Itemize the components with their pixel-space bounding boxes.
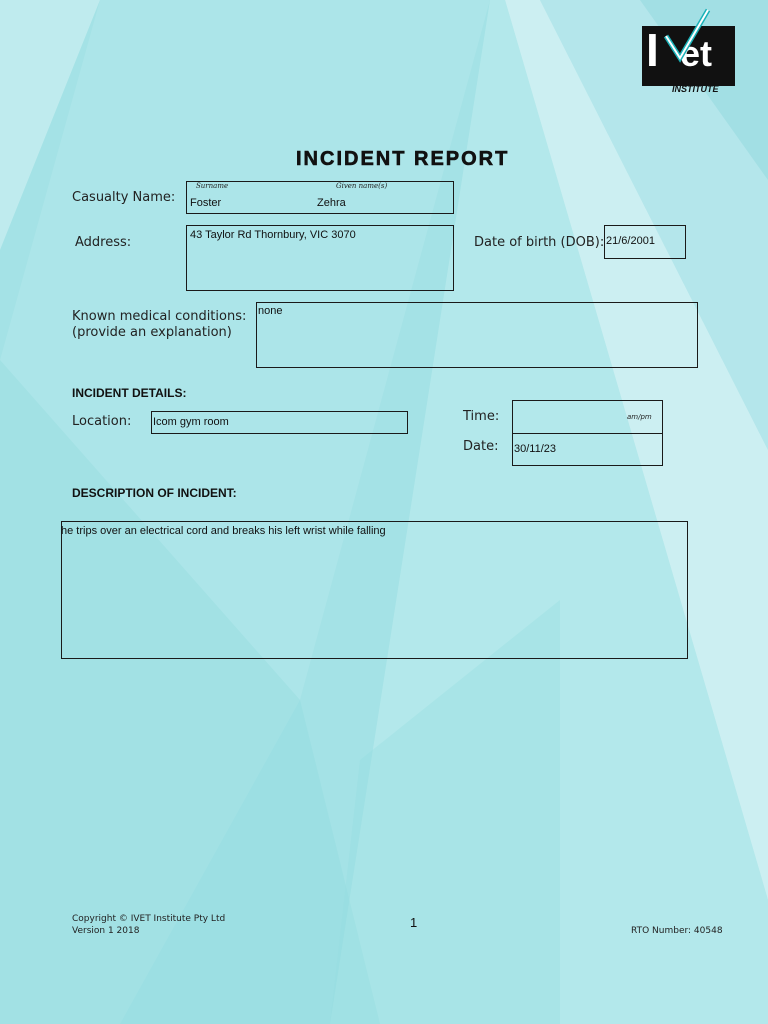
dob-label: Date of birth (DOB):	[474, 235, 605, 250]
logo-subtitle: INSTITUTE	[672, 84, 719, 94]
logo-letters: et	[680, 33, 713, 74]
address-label: Address:	[75, 235, 132, 250]
given-name-caption: Given name(s)	[336, 182, 388, 190]
location-value: Icom gym room	[153, 416, 229, 428]
date-label: Date:	[463, 439, 499, 454]
address-value: 43 Taylor Rd Thornbury, VIC 3070	[190, 229, 356, 241]
medical-label-line2: (provide an explanation)	[72, 325, 232, 340]
casualty-name-label: Casualty Name:	[72, 190, 176, 205]
description-value: he trips over an electrical cord and breaks his left wrist while falling	[61, 525, 386, 537]
medical-conditions-value: none	[258, 305, 283, 317]
page-number: 1	[410, 915, 418, 930]
time-label: Time:	[463, 409, 500, 424]
description-heading: DESCRIPTION OF INCIDENT:	[72, 486, 237, 500]
given-name-value: Zehra	[317, 197, 346, 209]
dob-value: 21/6/2001	[606, 235, 655, 247]
date-value: 30/11/23	[514, 443, 557, 455]
incident-details-heading: INCIDENT DETAILS:	[72, 386, 187, 400]
location-label: Location:	[72, 414, 132, 429]
copyright-text: Copyright © IVET Institute Pty Ltd	[72, 914, 226, 924]
page-title: INCIDENT REPORT	[296, 148, 510, 170]
rto-number: RTO Number: 40548	[631, 926, 723, 936]
description-field[interactable]	[61, 521, 688, 659]
footer-left	[72, 913, 225, 937]
logo-initial: I	[646, 24, 659, 76]
checkmark-icon	[660, 6, 712, 66]
surname-value: Foster	[190, 197, 222, 209]
medical-label-line1: Known medical conditions:	[72, 309, 247, 324]
version-text: Version 1 2018	[72, 926, 140, 936]
medical-conditions-field[interactable]	[256, 302, 698, 368]
surname-caption: Surname	[196, 182, 229, 190]
time-suffix: am/pm	[627, 413, 652, 421]
